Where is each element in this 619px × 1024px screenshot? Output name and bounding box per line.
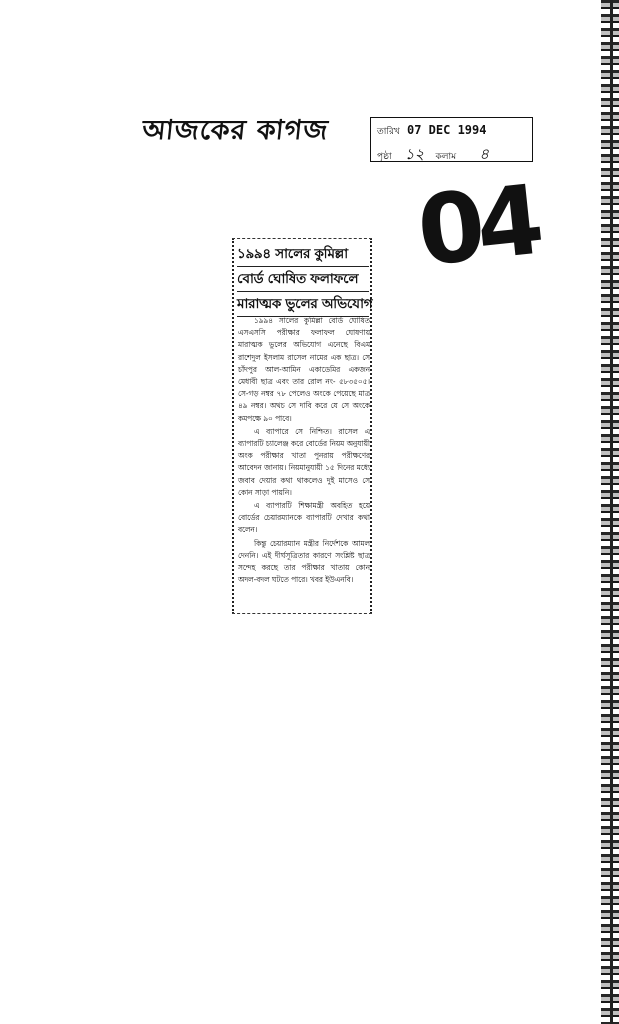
stamp-page-row xyxy=(377,143,489,168)
newspaper-clipping xyxy=(232,238,372,614)
stamp-date-value: 07 DEC 1994 xyxy=(407,123,487,137)
headline-line-1: ১৯৯৪ সালের কুমিল্লা xyxy=(237,242,369,267)
article-paragraph: ১৯৯৪ সালের কুমিল্লা বোর্ড ঘোষিত এসএসসি পরীক্ষার ফলাফল ঘোষণায় মারাত্মক ভুলের অভিযোগ এনেছে বিএম রাশেদুল ইসলাম রাসেল নামের এক ছাত্র। সে চাঁদপুর আল-আমিন একাডেমির একজন মেধাবী ছাত্র এবং তার রোল নং- ৫৮৩৫০৫। সে-গড় নম্বর ৭৮ পেলেও অংকে পেয়েছে মাত্র ৪৯ নম্বর। অথচ সে দাবি করে যে সে অংকে কমপক্ষে ৯০ পাবে। xyxy=(238,316,370,423)
headline-line-2: বোর্ড ঘোষিত ফলাফলে xyxy=(237,267,369,292)
newspaper-masthead: আজকের কাগজ xyxy=(140,115,331,146)
article-paragraph: কিন্তু চেয়ারম্যান মন্ত্রীর নির্দেশকে আমল দেননি। এই দীর্ঘসূত্রিতার কারণে সংশ্লিষ্ট ছাত্র সন্দেহ করছে তার পরীক্ষার খাতায় কোন অদল-বদল ঘটতে পারে। খবর ইউএনবি। xyxy=(238,538,370,585)
article-body xyxy=(238,315,370,586)
article-paragraph: এ ব্যাপারটি শিক্ষামন্ত্রী অবহিত হয়ে বোর্ডের চেয়ারম্যানকে ব্যাপারটি দেখার কথা বলেন। xyxy=(238,501,370,535)
article-paragraph: এ ব্যাপারে সে নিশ্চিত। রাসেল এ ব্যাপারটি চ্যালেঞ্জ করে বোর্ডের নিয়ম অনুযায়ী অংক পরীক্ষার খাতা পুনরায় পরীক্ষণের আবেদন জানায়। নিয়মানুযায়ী ১৫ দিনের মধ্যে জবাব দেয়ার কথা থাকলেও দুই মাসেও সে কোন সাড়া পায়নি। xyxy=(238,426,370,497)
stamp-page-label: পৃষ্ঠা xyxy=(377,152,392,162)
stamp-column-label: কলাম xyxy=(435,152,457,162)
stamp-date-label: তারিখ xyxy=(377,127,400,137)
handwritten-page-number: 04 xyxy=(412,164,542,288)
stamp-date-row xyxy=(377,123,486,139)
scanned-page-edge-line xyxy=(610,0,613,1024)
article-headline xyxy=(237,242,373,317)
headline-line-3: মারাত্মক ভুলের অভিযোগ xyxy=(237,292,369,317)
date-stamp xyxy=(370,117,533,162)
stamp-page-value: ১২ xyxy=(404,145,425,163)
stamp-column-value: ৪ xyxy=(479,145,490,163)
scanned-page-edge xyxy=(601,0,619,1024)
